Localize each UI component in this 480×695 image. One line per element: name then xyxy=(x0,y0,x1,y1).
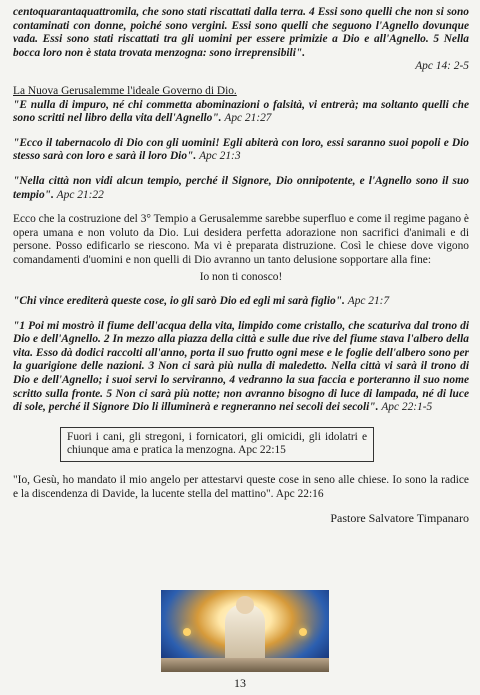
bible-reference: Apc 14: 2-5 xyxy=(415,60,469,73)
bible-reference: Apc 21:7 xyxy=(347,295,390,308)
centered-line: Io non ti conosco! xyxy=(199,270,283,283)
paragraph-revelation-14 xyxy=(13,6,469,60)
lamp-right xyxy=(299,628,307,636)
quote-text: "Ecco il tabernacolo di Dio con gli uomini! Egli abiterà con loro, essi saranno suoi popoli e Dio stesso sarà con loro e sarà il loro Dio". xyxy=(13,136,469,163)
bible-reference: Apc 22:1-5 xyxy=(381,401,433,414)
paragraph-apc-21-22 xyxy=(13,175,469,202)
page-number: 13 xyxy=(234,676,246,690)
paragraph-apc-21-27 xyxy=(13,99,469,126)
quote-text: "Nella città non vidi alcun tempio, perché il Signore, Dio onnipotente, e l'Agnello sono il suo tempio". xyxy=(13,174,469,201)
author-signature: Pastore Salvatore Timpanaro xyxy=(330,511,469,526)
paragraph-commentary: Ecco che la costruzione del 3° Tempio a Gerusalemme sarebbe superfluo e come il regime pagano è opera umana e non voluto da Dio. Lui desidera perfetta adorazione non sacrifici d'animali e di persone. Posso edificarlo se riescono. Ma vi è preparata distruzione. Così le chiese dove vigono comandamenti d'uomini e non quelli di Dio avranno un tanto delusione sopportare alla fine: xyxy=(13,213,469,266)
section-heading: La Nuova Gerusalemme l'ideale Governo di Dio. xyxy=(13,84,237,97)
paragraph-apc-22-16: "Io, Gesù, ho mandato il mio angelo per attestarvi queste cose in seno alle chiese. Io sono la radice e la discendenza di Davide, la lucente stella del mattino". Apc 22:16 xyxy=(13,474,469,500)
page-content xyxy=(13,6,469,526)
bible-reference: Apc 21:22 xyxy=(56,188,104,201)
boxed-quote: Fuori i cani, gli stregoni, i fornicatori, gli omicidi, gli idolatri e chiunque ama e pratica la menzogna. Apc 22:15 xyxy=(60,427,374,462)
bible-reference: Apc 21:3 xyxy=(199,150,241,163)
quote-text: "E nulla di impuro, né chi commetta abominazioni o falsità, vi entrerà; ma soltanto quelli che sono scritti nel libro della vita dell'Agnello". xyxy=(13,98,469,125)
paragraph-apc-21-7 xyxy=(13,295,469,309)
quote-text: "Chi vince erediterà queste cose, io gli sarò Dio ed egli mi sarà figlio". xyxy=(13,295,345,308)
quote-text: "1 Poi mi mostrò il fiume dell'acqua della vita, limpido come cristallo, che scaturiva dal trono di Dio e dell'Agnello. 2 In mezzo alla piazza della città e sulle due rive del fiume stava l'albero della vita. Esso dà dodici raccolti all'anno, porta il suo frutto ogni mese e le foglie dell'albero sono per la guarigione delle nazioni. 3 Non ci sarà più nulla di maledetto. Nella città vi sarà il trono di Dio e dell'Agnello; i suoi servi lo serviranno, 4 vedranno la sua faccia e porteranno il suo nome scritto sulla fronte. 5 Non ci sarà più notte; non avranno bisogno di luce di lampada, né di luce di sole, perché il Signore Dio li illuminerà e regneranno nei secoli dei secoli". xyxy=(13,319,469,414)
reference-line xyxy=(13,60,469,74)
throne-illustration xyxy=(161,590,329,672)
figure-head xyxy=(236,596,254,614)
paragraph-apc-22-1-5 xyxy=(13,320,469,415)
throne-steps xyxy=(161,658,329,672)
paragraph-apc-21-3 xyxy=(13,137,469,164)
quote-text: centoquarantaquattromila, che sono stati riscattati dalla terra. 4 Essi sono quelli che non si sono contaminati con donne, poiché sono vergini. Essi sono quelli che seguono l'Agnello dovunque vada. Essi sono stati riscattati tra gli uomini per essere primizie a Dio e all'Agnello. 5 Nella bocca loro non è stata trovata menzogna: sono irreprensibili". xyxy=(13,6,469,59)
bible-reference: Apc 21:27 xyxy=(224,112,272,125)
lamp-left xyxy=(183,628,191,636)
